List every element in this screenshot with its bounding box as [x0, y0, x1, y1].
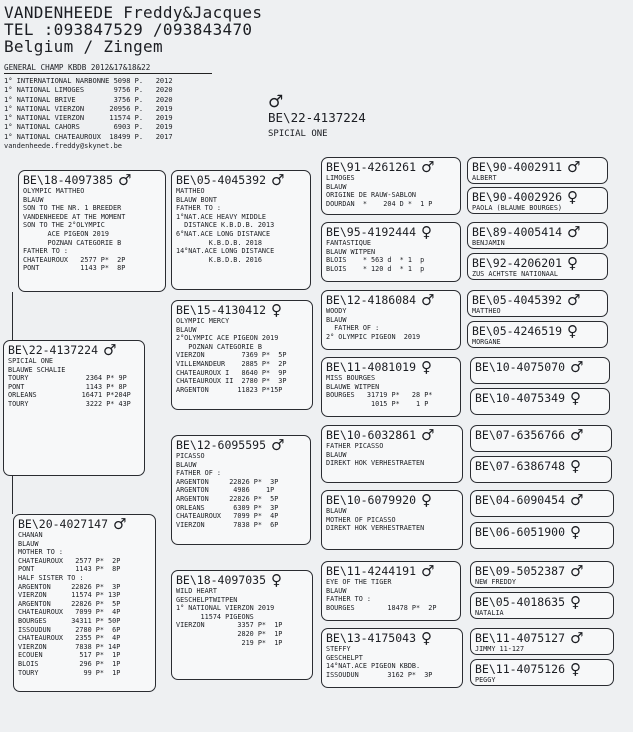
card-line: BLOIS 296 P* 1P: [18, 659, 121, 668]
male-icon: ♂: [567, 291, 581, 309]
general-champ-title: GENERAL CHAMP KBDB 2012&17&18&22: [4, 63, 212, 74]
ring-number: [472, 225, 603, 239]
ring-number: [326, 360, 456, 374]
ring-text: BE\95-4192444: [326, 225, 417, 239]
pigeon-card-g4-13: [470, 561, 614, 588]
card-line: K.B.D.B. 2016: [176, 255, 262, 264]
card-line: ISSOUDUN 3162 P* 3P: [326, 670, 433, 679]
card-line: NEW FREDDY: [475, 578, 516, 586]
card-line: SPICIAL ONE: [8, 357, 54, 365]
card-line: FATHER OF :: [176, 469, 222, 478]
card-line: BLOIS * 563 d * 1 p: [326, 256, 425, 265]
ring-number: [472, 190, 603, 204]
card-line: 2° OLYMPIC PIGEON 2019: [326, 332, 421, 341]
card-line: JIMMY 11-127: [475, 645, 525, 653]
email: vandenheede.freddy@skynet.be: [4, 142, 123, 151]
card-line: SON TO THE NR. 1 BREEDER: [23, 204, 122, 213]
ring-text: BE\10-4075349: [475, 391, 566, 405]
card-line: SON TO THE 2°OLYMPIC: [23, 221, 105, 230]
card-line: ORIGINE DE RAUW-SABLON: [326, 191, 417, 200]
card-line: TOURY 99 P* 1P: [18, 668, 121, 677]
male-icon: ♂: [570, 491, 584, 509]
card-line: CHATEAUROUX 7099 P* 4P: [18, 608, 121, 617]
card-line: WILD HEART: [176, 587, 217, 595]
male-icon: ♂: [570, 358, 584, 376]
ring-number: [475, 525, 609, 539]
ring-number: [475, 595, 609, 609]
subject-name: SPICIAL ONE: [268, 129, 328, 139]
ring-text: BE\05-4246519: [472, 324, 563, 338]
ring-text: BE\06-6051900: [475, 525, 566, 539]
ring-number: [326, 493, 458, 507]
ring-number: [472, 256, 603, 270]
card-line: 6°NAT.ACE LONG DISTANCE: [176, 229, 271, 238]
pigeon-card-fmm: [321, 357, 461, 417]
card-line: OLYMPIC MERCY: [176, 317, 230, 325]
pigeon-card-g4-11: [470, 490, 614, 517]
ring-number: [475, 360, 605, 374]
card-line: ALBERT: [472, 174, 497, 182]
subject-pigeon: [268, 92, 366, 139]
card-line: VIERZON 7838 P* 14P: [18, 642, 121, 651]
ring-number: [475, 459, 607, 473]
ring-text: BE\11-4081019: [326, 360, 417, 374]
card-line: VIERZON 7369 P* 5P: [176, 351, 287, 360]
ring-number: [326, 631, 458, 645]
card-line: GESCHELPT: [326, 653, 363, 662]
card-line: MOTHER OF PICASSO: [326, 515, 396, 524]
card-line: BLAUW: [326, 507, 347, 515]
card-line: TOURY 3222 P* 43P: [8, 399, 131, 408]
ring-number: [326, 225, 456, 239]
card-line: BLAUW BONT: [176, 195, 217, 204]
card-line: OLYMPIC MATTHEO: [23, 187, 85, 195]
male-icon: ♂: [113, 515, 127, 533]
female-icon: ♀: [421, 358, 433, 376]
card-line: BOURGES 18478 P* 2P: [326, 603, 437, 612]
card-line: VANDENHEEDE AT THE MOMENT: [23, 212, 126, 221]
card-line: 11574 PIGEONS: [176, 612, 254, 621]
card-line: ECOUEN 517 P* 1P: [18, 651, 121, 660]
card-line: VILLEMANDEUR 2885 P* 2P: [176, 359, 287, 368]
pigeon-card-g4-10: [470, 456, 612, 483]
pigeon-card-fm: [171, 300, 313, 410]
card-line: DIREKT HOK VERHESTRAETEN: [326, 524, 425, 533]
ring-text: BE\18-4097035: [176, 573, 267, 587]
card-line: WOODY: [326, 307, 347, 315]
card-line: POZNAN CATEGORIE B: [23, 238, 122, 247]
pigeon-card-g4-2: [467, 187, 608, 214]
ring-number: [326, 564, 456, 578]
ring-number: [475, 662, 609, 676]
ring-text: BE\12-6095595: [176, 438, 267, 452]
female-icon: ♀: [570, 593, 582, 611]
male-icon: ♂: [567, 158, 581, 176]
card-line: ARGENTON 4986 1P: [176, 486, 275, 495]
ring-text: BE\91-4261261: [326, 160, 417, 174]
card-line: FATHER PICASSO: [326, 442, 384, 450]
card-line: STEFFY: [326, 645, 351, 653]
ring-number: [475, 493, 609, 507]
pigeon-card-g4-4: [467, 253, 608, 280]
card-line: K.B.D.B. 2018: [176, 238, 262, 247]
card-line: VIERZON 11574 P* 13P: [18, 591, 121, 600]
male-icon: ♂: [570, 426, 584, 444]
pigeon-card-m: [13, 514, 156, 692]
card-line: MATTHEO: [176, 187, 205, 195]
card-line: FATHER TO :: [23, 247, 69, 256]
ring-number: [18, 517, 151, 531]
subject-ring: BE\22-4137224: [268, 110, 366, 125]
pigeon-card-mmm: [321, 628, 463, 688]
ring-text: BE\15-4130412: [176, 303, 267, 317]
ring-text: BE\09-5052387: [475, 564, 566, 578]
ring-text: BE\05-4045392: [472, 293, 563, 307]
card-line: VIERZON 7838 P* 6P: [176, 520, 279, 529]
female-icon: ♀: [567, 322, 579, 340]
card-line: 2820 P* 1P: [176, 629, 283, 638]
card-line: PONT 1143 P* 8P: [23, 264, 126, 273]
male-icon: ♂: [570, 562, 584, 580]
card-line: 1015 P* 1 P: [326, 399, 429, 408]
ring-number: [176, 573, 308, 587]
female-icon: ♀: [567, 188, 579, 206]
card-line: PAOLA (BLAUWE BOURGES): [472, 204, 563, 212]
ring-number: [176, 438, 306, 452]
card-line: PICASSO: [176, 452, 205, 460]
ring-text: BE\10-6032861: [326, 428, 417, 442]
bracket-line: [12, 476, 13, 514]
ring-number: [472, 160, 603, 174]
male-icon: ♂: [271, 171, 285, 189]
card-line: FATHER TO :: [326, 595, 372, 604]
ring-number: [475, 428, 607, 442]
card-line: DOURDAN * 204 D * 1 P: [326, 199, 433, 208]
card-line: 14°NAT.ACE PIGEON KBDB.: [326, 662, 421, 671]
ring-text: BE\90-4002911: [472, 160, 563, 174]
pigeon-card-g4-9: [470, 425, 612, 452]
card-line: ORLEANS 16471 P*204P: [8, 391, 131, 400]
male-icon: ♂: [103, 341, 117, 359]
female-icon: ♀: [570, 389, 582, 407]
card-line: BLAUW: [326, 315, 347, 324]
ring-number: [475, 564, 609, 578]
pigeon-card-mfm: [321, 490, 463, 550]
card-line: 1°NAT.ACE HEAVY MIDDLE: [176, 212, 267, 221]
card-line: 2°OLYMPIC ACE PIGEON 2019: [176, 334, 279, 343]
card-line: CHATEAUROUX 2355 P* 4P: [18, 634, 121, 643]
owner-location: Belgium / Zingem: [4, 37, 163, 56]
female-icon: ♀: [271, 571, 283, 589]
ring-text: BE\05-4018635: [475, 595, 566, 609]
owner-name: VANDENHEEDE Freddy&Jacques: [4, 3, 263, 22]
pigeon-card-g4-12: [470, 522, 614, 549]
pigeon-card-mff: [321, 425, 463, 483]
ring-number: [8, 343, 140, 357]
card-line: BLAUW: [176, 460, 197, 469]
card-line: LIMOGES: [326, 174, 355, 182]
ring-number: [326, 428, 458, 442]
pigeon-card-mm: [171, 570, 313, 680]
card-line: FANTASTIQUE: [326, 239, 372, 247]
female-icon: ♀: [570, 457, 582, 475]
male-icon: ♂: [421, 291, 435, 309]
ring-number: [472, 293, 603, 307]
card-line: BOURGES 31719 P* 28 P*: [326, 391, 433, 400]
ring-text: BE\11-4244191: [326, 564, 417, 578]
pigeon-card-ffm: [321, 222, 461, 282]
ring-number: [475, 391, 605, 405]
card-line: FATHER OF :: [326, 324, 380, 333]
card-line: MORGANE: [472, 338, 501, 346]
card-line: VIERZON 3357 P* 1P: [176, 621, 283, 630]
pigeon-card-fmf: [321, 290, 461, 350]
male-icon: ♂: [268, 92, 284, 112]
ring-number: [326, 293, 456, 307]
female-icon: ♀: [570, 523, 582, 541]
ring-text: BE\07-6356766: [475, 428, 566, 442]
ring-text: BE\90-4002926: [472, 190, 563, 204]
card-line: PONT 1143 P* 8P: [18, 565, 121, 574]
card-line: HALF SISTER TO :: [18, 573, 84, 582]
card-line: CHATEAUROUX II 2780 P* 3P: [176, 377, 287, 386]
male-icon: ♂: [421, 426, 435, 444]
card-line: EYE OF THE TIGER: [326, 578, 392, 586]
ring-text: BE\13-4175043: [326, 631, 417, 645]
card-line: PONT 1143 P* 8P: [8, 382, 127, 391]
card-line: ACE PIGEON 2019: [23, 229, 109, 238]
ring-text: BE\92-4206201: [472, 256, 563, 270]
card-line: BOURGES 34311 P* 50P: [18, 616, 121, 625]
male-icon: ♂: [570, 629, 584, 647]
card-line: ARGENTON 22826 P* 5P: [18, 599, 121, 608]
card-line: ARGENTON 11823 P*15P: [176, 385, 283, 394]
ring-text: BE\18-4097385: [23, 173, 114, 187]
female-icon: ♀: [570, 660, 582, 678]
card-line: PEGGY: [475, 676, 496, 684]
card-line: DIREKT HOK VERHESTRAETEN: [326, 459, 425, 468]
card-line: POZNAN CATEGORIE B: [176, 342, 262, 351]
results-list: [4, 77, 173, 151]
card-line: CHATEAUROUX 7099 P* 4P: [176, 512, 279, 521]
result-line: 1° NATIONAL LIMOGES 9756 P. 2020: [4, 86, 173, 95]
card-line: FATHER TO :: [176, 204, 222, 213]
result-line: 1° NATIONAL BRIVE 3756 P. 2020: [4, 95, 173, 104]
card-line: BLAUW: [326, 586, 347, 595]
pigeon-card-g4-8: [470, 388, 610, 415]
card-line: ORLEANS 6309 P* 3P: [176, 503, 279, 512]
pigeon-card-ff: [171, 170, 311, 290]
result-line: 1° NATIONAL VIERZON 11574 P. 2019: [4, 114, 173, 123]
card-line: ZUS ACHTSTE NATIONAAL: [472, 270, 558, 278]
card-line: MISS BOURGES: [326, 374, 376, 382]
pigeon-card-g4-1: [467, 157, 608, 184]
female-icon: ♀: [421, 491, 433, 509]
female-icon: ♀: [271, 301, 283, 319]
card-line: ARGENTON 22826 P* 5P: [176, 494, 279, 503]
pigeon-card-mmf: [321, 561, 461, 621]
male-icon: ♂: [421, 562, 435, 580]
card-line: ISSOUDUN 2780 P* 6P: [18, 625, 121, 634]
male-icon: ♂: [118, 171, 132, 189]
ring-text: BE\89-4005414: [472, 225, 563, 239]
pigeon-card-g4-5: [467, 290, 608, 317]
ring-number: [176, 303, 308, 317]
ring-text: BE\22-4137224: [8, 343, 99, 357]
card-line: BLAUW: [23, 195, 44, 204]
ring-number: [23, 173, 161, 187]
card-line: TOURY 2364 P* 9P: [8, 374, 127, 383]
pigeon-card-g4-3: [467, 222, 608, 249]
card-line: MOTHER TO :: [18, 548, 64, 557]
pigeon-card-g4-16: [470, 659, 614, 686]
ring-text: BE\12-4186084: [326, 293, 417, 307]
ring-text: BE\07-6386748: [475, 459, 566, 473]
ring-text: BE\20-4027147: [18, 517, 109, 531]
card-line: CHATEAUROUX 2577 P* 2P: [18, 556, 121, 565]
result-line: 1° INTERNATIONAL NARBONNE 5098 P. 2012: [4, 77, 173, 85]
ring-text: BE\05-4045392: [176, 173, 267, 187]
card-line: CHATEAUROUX 2577 P* 2P: [23, 255, 126, 264]
card-line: BLAUW: [326, 182, 347, 191]
card-line: BLAUWE SCHALIE: [8, 365, 66, 374]
ring-text: BE\10-4075070: [475, 360, 566, 374]
pigeon-card-g1: [3, 340, 145, 476]
card-line: CHATEAUROUX I 8640 P* 9P: [176, 368, 287, 377]
male-icon: ♂: [567, 223, 581, 241]
card-line: BLAUW: [176, 325, 197, 334]
female-icon: ♀: [421, 629, 433, 647]
card-line: NATALIA: [475, 609, 504, 617]
owner-phone: TEL :093847529 /093843470: [4, 20, 253, 39]
card-line: GESCHELPTWITPEN: [176, 595, 238, 604]
card-line: BLAUW WITPEN: [326, 247, 376, 256]
card-line: MATTHEO: [472, 307, 501, 315]
pigeon-card-g4-6: [467, 321, 608, 348]
pigeon-card-g4-7: [470, 357, 610, 384]
card-line: 14°NAT.ACE LONG DISTANCE: [176, 247, 275, 256]
ring-text: BE\11-4075127: [475, 631, 566, 645]
ring-text: BE\10-6079920: [326, 493, 417, 507]
pigeon-card-g4-15: [470, 628, 614, 655]
bracket-line: [12, 292, 13, 340]
ring-number: [176, 173, 306, 187]
card-line: BLOIS * 120 d * 1 p: [326, 264, 425, 273]
card-line: ARGENTON 22826 P* 3P: [18, 582, 121, 591]
male-icon: ♂: [271, 436, 285, 454]
pigeon-card-g4-14: [470, 592, 614, 619]
ring-number: [475, 631, 609, 645]
card-line: BLAUW: [326, 450, 347, 459]
card-line: BENJAMIN: [472, 239, 505, 247]
ring-number: [472, 324, 603, 338]
ring-text: BE\04-6090454: [475, 493, 566, 507]
card-line: 219 P* 1P: [176, 638, 283, 647]
pigeon-card-f: [18, 170, 166, 292]
result-line: 1° NATIONAL CHATEAUROUX 18499 P. 2017: [4, 132, 173, 141]
result-line: 1° NATIONAL VIERZON 20956 P. 2019: [4, 104, 173, 113]
male-icon: ♂: [421, 158, 435, 176]
card-line: ARGENTON 22826 P* 3P: [176, 477, 279, 486]
female-icon: ♀: [421, 223, 433, 241]
pigeon-card-mf: [171, 435, 311, 545]
ring-text: BE\11-4075126: [475, 662, 566, 676]
result-line: 1° NATIONAL CAHORS 6903 P. 2019: [4, 123, 173, 132]
pigeon-card-fff: [321, 157, 461, 215]
female-icon: ♀: [567, 254, 579, 272]
card-line: BLAUWE WITPEN: [326, 382, 380, 391]
card-line: CHANAN: [18, 531, 43, 539]
card-line: 1° NATIONAL VIERZON 2019: [176, 604, 275, 613]
card-line: DISTANCE K.B.D.B. 2013: [176, 221, 275, 230]
card-line: BLAUW: [18, 539, 39, 548]
ring-number: [326, 160, 456, 174]
